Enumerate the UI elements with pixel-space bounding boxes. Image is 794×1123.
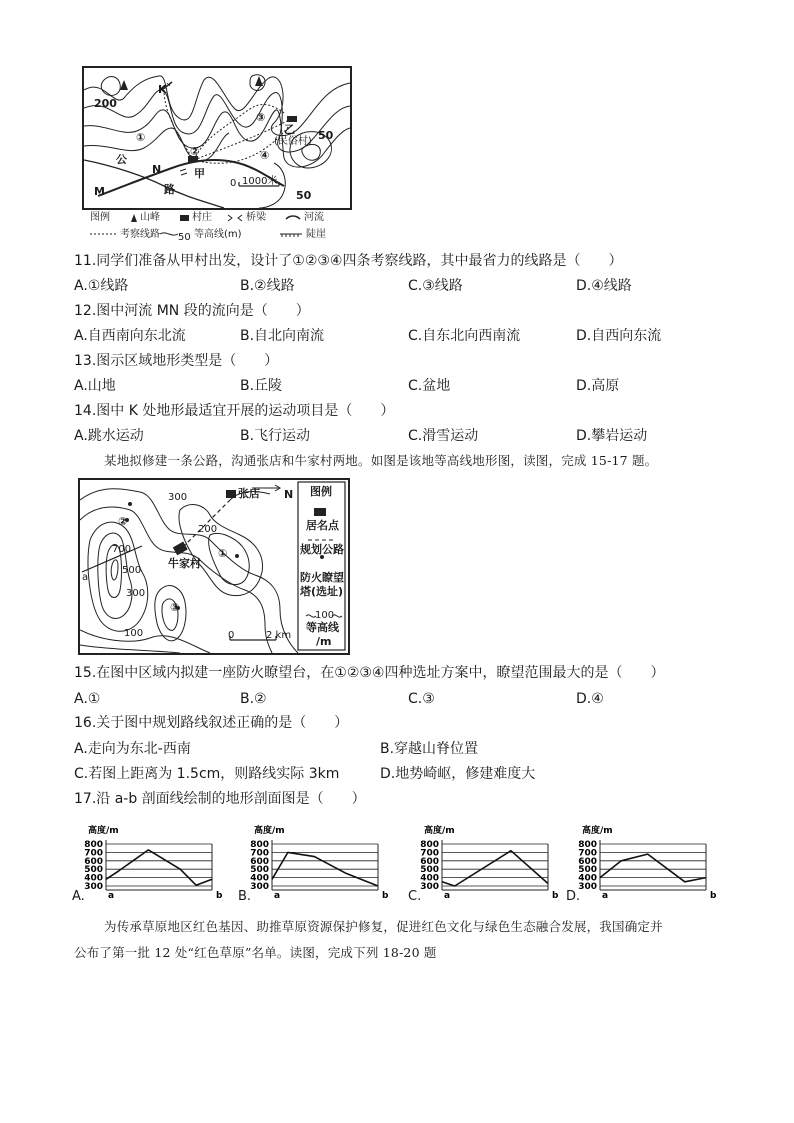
profile-chart-d[interactable] <box>566 822 726 906</box>
map1-scale-label: 1000米 <box>242 176 278 187</box>
profile-tick-label: 700 <box>578 848 597 859</box>
profile-chart-a[interactable] <box>72 822 232 906</box>
map2-contour-300b: 300 <box>126 588 146 599</box>
map2-legend-tower-1: 防火瞭望 <box>300 571 344 584</box>
q12-option-b[interactable]: B.自北向南流 <box>240 328 325 344</box>
q14-option-b[interactable]: B.飞行运动 <box>240 428 311 444</box>
map1-contour-200: 200 <box>94 97 117 110</box>
map2-contour-300: 300 <box>168 492 188 503</box>
q12-option-a[interactable]: A.自西南向东北流 <box>74 328 186 344</box>
map2-legend-settlement: 居名点 <box>306 519 339 532</box>
contour-map-2 <box>78 478 350 655</box>
profile-ylabel: 高度/m <box>582 826 613 836</box>
q15-option-b[interactable]: B.② <box>240 691 267 707</box>
q12-option-d[interactable]: D.自西向东流 <box>576 328 662 344</box>
map1-route-2: ② <box>190 145 200 158</box>
profile-tick-label: 600 <box>578 856 597 867</box>
map2-contour-700: 700 <box>112 544 132 555</box>
profile-label-a: a <box>274 891 281 901</box>
q16-option-c[interactable]: C.若图上距离为 1.5cm，则路线实际 3km <box>74 766 340 782</box>
profile-chart-svg <box>566 822 726 906</box>
profile-ylabel: 高度/m <box>88 826 119 836</box>
question-11: 11.同学们准备从甲村出发，设计了①②③④四条考察线路，其中最省力的线路是（ ） <box>74 253 623 269</box>
map2-legend-road: 规划公路 <box>300 543 344 556</box>
q15-option-c[interactable]: C.③ <box>408 691 435 707</box>
profile-chart-b[interactable] <box>238 822 398 906</box>
profile-tick-label: 400 <box>578 873 597 884</box>
q12-option-c[interactable]: C.自东北向西南流 <box>408 328 521 344</box>
profile-tick-label: 700 <box>420 848 439 859</box>
profile-chart-svg <box>408 822 568 906</box>
profile-tick-label: 700 <box>250 848 269 859</box>
map2-contour-500: 500 <box>122 565 142 576</box>
map1-road-gong: 公 <box>116 153 127 166</box>
map1-legend-cliff: 陡崖 <box>306 229 326 240</box>
map1-legend-title: 图例 <box>90 212 110 223</box>
question-12: 12.图中河流 MN 段的流向是（ ） <box>74 303 310 319</box>
map1-legend-village: 村庄 <box>192 212 212 223</box>
profile-chart-c[interactable] <box>408 822 568 906</box>
profile-chart-svg <box>238 822 398 906</box>
map2-legend-contour-2: /m <box>316 635 332 648</box>
map1-river-n: N <box>152 163 162 176</box>
q17-option-c[interactable]: C. <box>408 889 422 904</box>
map2-legend-title: 图例 <box>310 485 332 498</box>
profile-line <box>106 850 212 885</box>
question-15: 15.在图中区域内拟建一座防火瞭望台，在①②③④四种选址方案中，瞭望范围最大的是（ ） <box>74 665 665 681</box>
map2-scale-label: 2 km <box>266 630 292 641</box>
profile-tick-label: 800 <box>578 840 597 850</box>
q15-option-a[interactable]: A.① <box>74 691 101 707</box>
profile-tick-label: 300 <box>578 882 597 892</box>
map1-legend-contour-value: 50 <box>178 232 191 243</box>
map1-village-minsu: (民俗村) <box>274 136 312 147</box>
map1-route-3: ③ <box>256 111 266 124</box>
q16-option-a[interactable]: A.走向为东北-西南 <box>74 741 191 757</box>
map2-north: N <box>284 488 294 501</box>
map2-contour-100: 100 <box>124 628 144 639</box>
q17-option-b[interactable]: B. <box>238 889 252 904</box>
map1-river-m: M <box>94 185 105 198</box>
map2-site-1: ① <box>218 547 228 560</box>
map1-legend-peak: 山峰 <box>140 212 160 223</box>
q11-option-d[interactable]: D.④线路 <box>576 278 632 294</box>
q17-option-d[interactable]: D. <box>566 889 581 904</box>
q11-option-a[interactable]: A.①线路 <box>74 278 129 294</box>
map1-legend-contour: 等高线(m) <box>194 229 242 240</box>
profile-tick-label: 600 <box>84 856 103 867</box>
profile-tick-label: 700 <box>84 848 103 859</box>
map2-zhangdian: 张店 <box>238 487 260 500</box>
profile-chart-svg <box>72 822 232 906</box>
profile-tick-label: 300 <box>420 882 439 892</box>
q13-option-b[interactable]: B.丘陵 <box>240 378 283 394</box>
map1-contour-50b: 50 <box>296 189 312 202</box>
profile-ylabel: 高度/m <box>254 826 285 836</box>
profile-tick-label: 400 <box>250 873 269 884</box>
map2-site-2: ② <box>118 515 128 528</box>
profile-tick-label: 600 <box>250 856 269 867</box>
profile-label-b: b <box>710 891 717 901</box>
q16-option-b[interactable]: B.穿越山脊位置 <box>380 741 479 757</box>
intro-18-20-line-2: 公布了第一批 12 处“红色草原”名单。读图，完成下列 18-20 题 <box>74 945 437 960</box>
map2-contour-200: 200 <box>198 524 218 535</box>
map1-legend-bridge: 桥梁 <box>246 212 266 223</box>
map1-road-lu: 路 <box>164 183 175 196</box>
map1-village-yi: 乙 <box>284 123 295 136</box>
q15-option-d[interactable]: D.④ <box>576 691 604 707</box>
q13-option-a[interactable]: A.山地 <box>74 378 116 394</box>
q11-option-c[interactable]: C.③线路 <box>408 278 463 294</box>
map2-point-a: a <box>82 572 89 583</box>
profile-tick-label: 500 <box>578 865 597 876</box>
question-16: 16.关于图中规划路线叙述正确的是（ ） <box>74 715 349 731</box>
profile-tick-label: 300 <box>84 882 103 892</box>
q16-option-d[interactable]: D.地势崎岖，修建难度大 <box>380 766 536 782</box>
profile-label-a: a <box>602 891 609 901</box>
map1-point-k: K <box>158 83 167 96</box>
map2-legend-contour-value: 100 <box>315 610 335 621</box>
profile-label-a: a <box>108 891 115 901</box>
map1-legend-route: 考察线路 <box>120 229 160 240</box>
profile-label-a: a <box>444 891 451 901</box>
q13-option-d[interactable]: D.高原 <box>576 378 620 394</box>
profile-tick-label: 600 <box>420 856 439 867</box>
map1-village-jia: 甲 <box>194 167 205 180</box>
map1-legend-river: 河流 <box>304 212 324 223</box>
q14-option-c[interactable]: C.滑雪运动 <box>408 428 479 444</box>
profile-tick-label: 500 <box>250 865 269 876</box>
map2-legend-contour-1: 等高线 <box>306 621 339 634</box>
profile-label-b: b <box>216 891 223 901</box>
profile-tick-label: 500 <box>420 865 439 876</box>
profile-tick-label: 500 <box>84 865 103 876</box>
q14-option-d[interactable]: D.攀岩运动 <box>576 428 648 444</box>
contour-map-1 <box>82 66 352 210</box>
profile-tick-label: 800 <box>84 840 103 850</box>
q11-option-b[interactable]: B.②线路 <box>240 278 295 294</box>
profile-tick-label: 800 <box>250 840 269 850</box>
q17-option-a[interactable]: A. <box>72 889 85 904</box>
profile-tick-label: 800 <box>420 840 439 850</box>
profile-label-b: b <box>552 891 559 901</box>
map1-scale-zero: 0 <box>230 178 237 189</box>
map2-site-3: ③ <box>170 601 180 614</box>
question-14: 14.图中 K 处地形最适宜开展的运动项目是（ ） <box>74 403 395 419</box>
profile-ylabel: 高度/m <box>424 826 455 836</box>
profile-line <box>442 851 548 886</box>
profile-tick-label: 400 <box>420 873 439 884</box>
profile-label-b: b <box>382 891 389 901</box>
intro-15-17: 某地拟修建一条公路，沟通张店和牛家村两地。如图是该地等高线地形图，读图，完成 15-17 题。 <box>104 453 658 468</box>
question-13: 13.图示区域地形类型是（ ） <box>74 353 279 369</box>
question-17: 17.沿 a-b 剖面线绘制的地形剖面图是（ ） <box>74 791 366 807</box>
map1-legend <box>90 212 390 242</box>
map1-route-4: ④ <box>260 149 270 162</box>
map2-legend-tower-2: 塔(选址) <box>300 585 344 598</box>
map2-scale-zero: 0 <box>228 630 235 641</box>
q14-option-a[interactable]: A.跳水运动 <box>74 428 144 444</box>
profile-tick-label: 300 <box>250 882 269 892</box>
q13-option-c[interactable]: C.盆地 <box>408 378 451 394</box>
map1-route-1: ① <box>136 131 146 144</box>
intro-18-20-line-1: 为传承草原地区红色基因、助推草原资源保护修复，促进红色文化与绿色生态融合发展，我国确定并 <box>104 919 663 934</box>
map1-contour-50a: 50 <box>318 129 334 142</box>
map2-niujiacun: 牛家村 <box>168 557 201 570</box>
profile-tick-label: 400 <box>84 873 103 884</box>
